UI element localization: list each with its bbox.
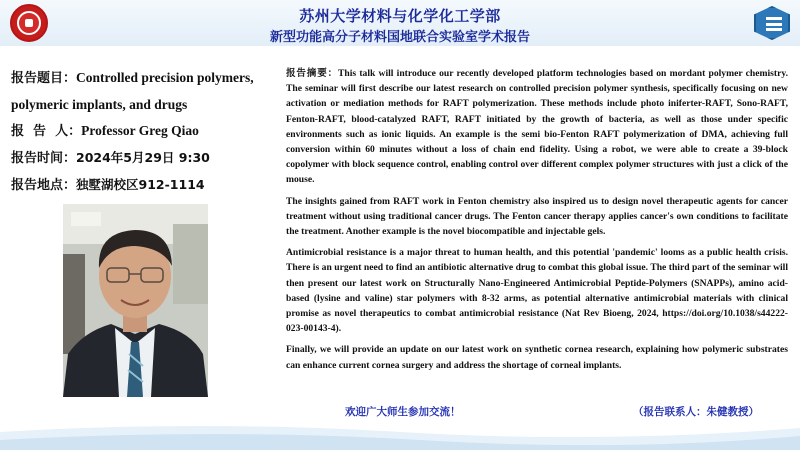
location-line — [11, 172, 286, 199]
abstract-text-1: This talk will introduce our recently developed platform technologies based on mordant polymer chemistry. The seminar will first describe our latest research on controlled precision polymer synthesis, specifically focusing on new activation or mediation methods for RAFT polymerization. These methods include photo iniferter-RAFT, Sono-RAFT, Fenton-RAFT, blood-catalyzed RAFT, RAFT initiated by the growth of bacteria, as well as those under specific environments such as ionic liquids. An example is the semi bio-Fenton RAFT polymerization of DMA, achieving full conversion within 60 minutes without a loss of chain end fidelity. Using a robot, we were able to create a 39-block copolymer with block sequence control, enabling control over different complex polymer structures with just a click of the mouse. — [286, 68, 788, 186]
abstract-paragraph-2: The insights gained from RAFT work in Fenton chemistry also inspired us to design novel therapeutic agents for cancer treatment without using traditional cancer drugs. The Fenton cancer therapy applies cancer's own conditions to facilitate the treatment. Another example is the novel biocompatible and injectable gels. — [286, 195, 788, 238]
header-banner — [0, 0, 800, 46]
speaker-portrait — [63, 204, 208, 397]
topic-value-1: Controlled precision polymers, — [76, 70, 254, 85]
abstract-label: 报告摘要： — [286, 68, 338, 79]
header-title-line1: 苏州大学材料与化学化工学部 — [299, 7, 501, 25]
time-line — [11, 145, 286, 172]
speaker-value: Professor Greg Qiao — [81, 123, 199, 138]
talk-info — [11, 65, 286, 199]
contact-text: （报告联系人：朱健教授） — [633, 406, 759, 418]
location-value: 独墅湖校区912-1114 — [76, 177, 205, 192]
time-value: 2024年5月29日 9:30 — [76, 150, 210, 165]
topic-line-2 — [11, 92, 286, 118]
speaker-label: 报 告 人： — [11, 124, 82, 139]
time-label: 报告时间： — [11, 151, 77, 166]
abstract-paragraph-4: Finally, we will provide an update on our latest work on synthetic cornea research, explaining how polymeric substrates can enhance current cornea surgery and address the shortage of corneal implants. — [286, 344, 788, 371]
abstract-paragraph-1 — [286, 66, 788, 188]
welcome-text: 欢迎广大师生参加交流！ — [345, 406, 461, 418]
topic-value-2: polymeric implants, and drugs — [11, 97, 188, 112]
abstract-paragraph-3: Antimicrobial resistance is a major threat to human health, and this potential 'pandemic' looms as a public health crisis. There is an urgent need to find an antibiotic alternative drug to combat this global issue. The third part of the seminar will then present our latest work on Structurally Nano-Engineered Antimicrobial Peptide-Polymers (SNAPPs), amino acid-based (lysine and valine) star polymers with 8-32 arms, as potential alternative antimicrobial materials with clinical promise as novel therapeutics to combat antimicrobial resistance (Nat Rev Bioeng, 2024, https://doi.org/10.1038/s44222-023-00143-4). — [286, 247, 788, 335]
location-label: 报告地点： — [11, 178, 77, 193]
speaker-line — [11, 118, 286, 145]
abstract — [286, 66, 788, 379]
topic-label: 报告题目： — [11, 71, 77, 86]
footer-wave-decoration — [0, 418, 800, 450]
header-title-line2: 新型功能高分子材料国地联合实验室学术报告 — [269, 30, 530, 45]
topic-line — [11, 65, 286, 92]
